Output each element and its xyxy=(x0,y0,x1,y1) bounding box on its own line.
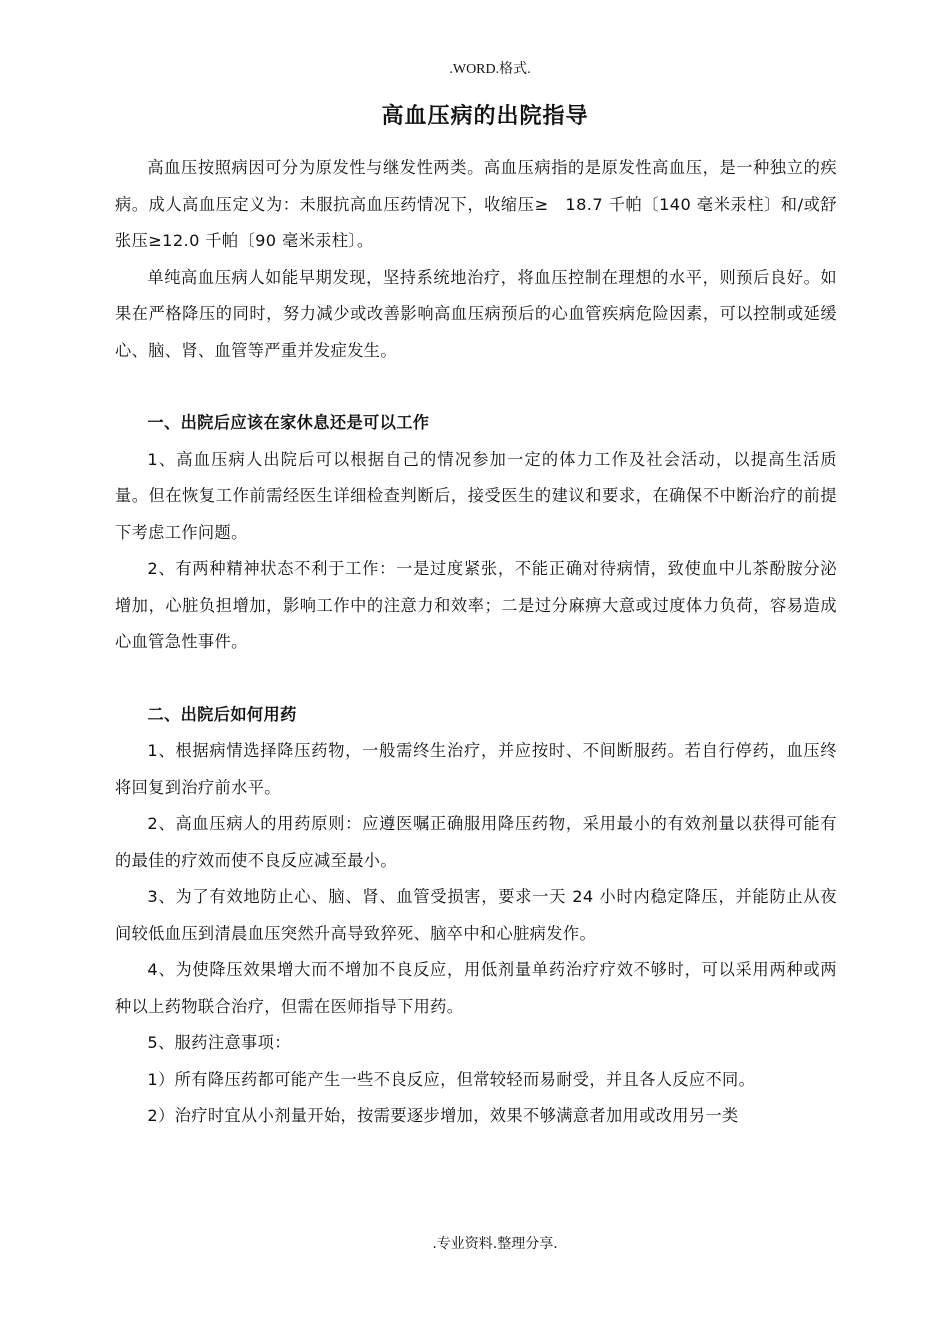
section-paragraph: 2）治疗时宜从小剂量开始，按需要逐步增加，效果不够满意者加用或改用另一类 xyxy=(147,1106,739,1125)
section-paragraph: 4、为使降压效果增大而不增加不良反应，用低剂量单药治疗疗效不够时，可以采用两种或两种以上药物联合治疗，但需在医师指导下用药。 xyxy=(115,960,837,1016)
section-heading: 一、出院后应该在家休息还是可以工作 xyxy=(147,413,430,432)
section-paragraph: 2、有两种精神状态不利于工作：一是过度紧张，不能正确对待病情，致使血中儿茶酚胺分泌增加，心脏负担增加，影响工作中的注意力和效率；二是过分麻痹大意或过度体力负荷，容易造成心血管急性事件。 xyxy=(115,559,837,651)
page-header: .WORD.格式. xyxy=(449,62,531,77)
intro-paragraph: 单纯高血压病人如能早期发现，坚持系统地治疗，将血压控制在理想的水平，则预后良好。如果在严格降压的同时，努力减少或改善影响高血压病预后的心血管疾病危险因素，可以控制或延缓心、脑、肾、血管等严重并发症发生。 xyxy=(115,267,837,360)
section-paragraph: 5、服药注意事项： xyxy=(147,1033,291,1052)
section-paragraph: 3、为了有效地防止心、脑、肾、血管受损害，要求一天 24 小时内稳定降压，并能防止从夜间较低血压到清晨血压突然升高导致猝死、脑卒中和心脏病发作。 xyxy=(115,887,837,943)
section-paragraph: 1）所有降压药都可能产生一些不良反应，但常较轻而易耐受，并且各人反应不同。 xyxy=(147,1069,756,1089)
intro-paragraph: 高血压按照病因可分为原发性与继发性两类。高血压病指的是原发性高血压，是一种独立的疾病。成人高血压定义为：未服抗高血压药情况下，收缩压≥ 18.7 千帕〔140 毫米汞柱〕和/或舒张压≥12.0 千帕〔90 毫米汞柱〕。 xyxy=(115,158,837,250)
section-spacer xyxy=(115,369,837,405)
document-body xyxy=(115,150,837,1135)
section-heading: 二、出院后如何用药 xyxy=(147,704,297,724)
document-title: 高血压病的出院指导 xyxy=(381,104,589,129)
section-paragraph: 1、高血压病人出院后可以根据自己的情况参加一定的体力工作及社会活动，以提高生活质量。但在恢复工作前需经医生详细检查判断后，接受医生的建议和要求，在确保不中断治疗的前提下考虑工作问题。 xyxy=(115,449,837,542)
section-spacer xyxy=(115,661,837,697)
section-paragraph: 1、根据病情选择降压药物，一般需终生治疗，并应按时、不间断服药。若自行停药，血压终将回复到治疗前水平。 xyxy=(115,741,837,797)
page-footer: .专业资料.整理分享. xyxy=(432,1236,558,1252)
section-paragraph: 2、高血压病人的用药原则：应遵医嘱正确服用降压药物，采用最小的有效剂量以获得可能有的最佳的疗效而使不良反应减至最小。 xyxy=(115,814,837,870)
